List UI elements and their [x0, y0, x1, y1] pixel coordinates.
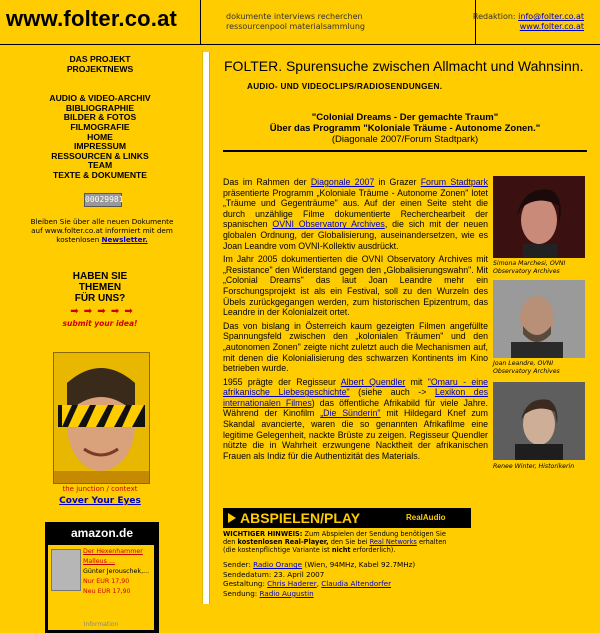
- broadcast-meta: [223, 560, 523, 598]
- text-span: mit Hildegard Knef zum Skandal avancierte, waren die so genannten Afrikafilme eine legitime Gelegenheit, nackte Brüste zu zeigen. Regisseur Quendler nützte die in Wahrheit erzwungene Nacktheit der afrikanischen Frauen als Indiz für die Authentizität des Materials.: [223, 408, 488, 461]
- nav-item-home[interactable]: HOME: [87, 131, 113, 142]
- hint-bold-2: kostenlosen Real-Player,: [237, 538, 329, 546]
- site-logo[interactable]: www.folter.co.at: [6, 6, 178, 31]
- amazon-info-link[interactable]: Information: [83, 621, 119, 628]
- text-span: , die sich mit der neuen globalen Ordnung, der Globalisierung, auseinandersetzen, wie es Joan Leandre vom OVNI-Kollektiv ausdrückt.: [223, 219, 488, 251]
- face-with-tape-icon: [54, 353, 149, 483]
- sidebar-nav: [0, 55, 200, 181]
- themen-line-3: FÜR UNS?: [74, 293, 126, 304]
- nav-item-audio-video-archiv[interactable]: AUDIO & VIDEO-ARCHIV: [49, 93, 151, 104]
- realplayer-hint: [223, 530, 449, 554]
- nav-item-projektnews[interactable]: PROJEKTNEWS: [66, 63, 134, 74]
- cover-your-eyes-link[interactable]: [20, 496, 180, 506]
- radio-orange-link[interactable]: Radio Orange: [253, 560, 303, 569]
- nav-item-team[interactable]: TEAM: [87, 160, 113, 171]
- real-networks-link[interactable]: Real Networks: [369, 538, 417, 546]
- book-subtitle-link[interactable]: Malleus ...: [83, 558, 115, 565]
- book-cover-image[interactable]: [51, 549, 81, 591]
- page-headline: FOLTER. Spurensuche zwischen Allmacht und Wahnsinn.: [224, 58, 584, 74]
- article-title: "Colonial Dreams - Der gemachte Traum": [311, 112, 499, 123]
- text-span: erforderlich).: [350, 546, 396, 554]
- text-span: den Sie bei: [328, 538, 370, 546]
- die-suenderin-link[interactable]: „Die Sünderin": [320, 408, 381, 419]
- hint-bold-3: nicht: [331, 546, 351, 554]
- photo-renee-winter[interactable]: [493, 382, 585, 460]
- tagline-line-1: dokumente interviews recherchen: [226, 12, 363, 21]
- sendung-label: Sendung:: [223, 588, 260, 598]
- nav-spacer: [0, 74, 200, 94]
- amazon-product: [48, 545, 154, 630]
- nav-item-das-projekt[interactable]: DAS PROJEKT: [69, 54, 131, 64]
- book-price: Nur EUR 17,90: [83, 578, 130, 585]
- sender-details: (Wien, 94MHz, Kabel 92.7MHz): [302, 560, 416, 569]
- radio-augustin-link[interactable]: Radio Augustin: [259, 588, 314, 598]
- article-paragraph-4: [223, 377, 488, 462]
- text-span: erhalten (die kostenpflichtige Variante ist: [223, 538, 447, 554]
- nav-item-bibliographie[interactable]: BIBLIOGRAPHIE: [65, 102, 135, 113]
- book-author: Günter Jerouschek,...: [83, 568, 150, 575]
- site-tagline: [226, 12, 365, 32]
- lexikon-link[interactable]: Lexikon des internationalen Filmes: [223, 387, 488, 408]
- article-paragraph-3: Das von bislang in Österreich kaum gezeigten Filmen angefüllte Spannungsfeld zwischen den „kolonialen Träumen" und den „autonomen Zonen" zeigte nicht zuletzt auch die Mechanismen auf, mit denen die Kolonialisierung des schwarzen Kontinents im Kino betrieben wurde.: [223, 320, 488, 374]
- text-span: 1955 prägte der Regisseur: [223, 376, 341, 387]
- header: [0, 0, 600, 45]
- submit-idea-link[interactable]: submit your idea!: [62, 319, 138, 328]
- page-subheadline: AUDIO- UND VIDEOCLIPS/RADIOSENDUNGEN.: [247, 82, 443, 91]
- nav-item-texte-dokumente[interactable]: TEXTE & DOKUMENTE: [52, 169, 148, 180]
- amazon-widget: [45, 522, 159, 633]
- title-divider: [223, 150, 587, 152]
- photo-caption-1: [493, 260, 589, 275]
- text-span: ,: [316, 579, 322, 589]
- text-span: Zum Abspielen der Sendung benötigen Sie den: [223, 530, 446, 546]
- amazon-product-text: [83, 547, 155, 597]
- cover-your-eyes-anchor[interactable]: Cover Your Eyes: [59, 496, 141, 506]
- play-icon: [228, 513, 236, 523]
- tagline-line-2: ressourcenpool materialsammlung: [226, 22, 365, 31]
- portrait-image-icon: [493, 280, 585, 358]
- visitor-counter: 00029981: [84, 193, 122, 207]
- main-scrollbar[interactable]: [203, 52, 210, 604]
- junction-banner-image[interactable]: [53, 352, 150, 484]
- site-home-link[interactable]: www.folter.co.at: [519, 22, 584, 31]
- red-arrows-icon: ➡ ➡ ➡ ➡ ➡: [70, 306, 134, 317]
- amazon-logo[interactable]: amazon.de: [46, 523, 158, 543]
- header-divider: [200, 0, 201, 44]
- caption-line: Joan Leandre, OVNI: [493, 360, 554, 367]
- chris-haderer-link[interactable]: Chris Haderer: [267, 579, 317, 589]
- nav-item-impressum[interactable]: IMPRESSUM: [73, 141, 127, 152]
- hint-bold-1: WICHTIGER HINWEIS:: [223, 530, 303, 538]
- nav-item-bilder-fotos[interactable]: BILDER & FOTOS: [63, 112, 137, 123]
- book-title-link[interactable]: Der Hexenhammer: [83, 548, 143, 555]
- caption-line: Simona Marchesi, OVNI: [493, 260, 566, 267]
- nav-item-filmografie[interactable]: FILMOGRAFIE: [70, 121, 130, 132]
- newsletter-text-2: auf www.folter.co.at informiert mit dem: [31, 226, 173, 235]
- text-span: Das im Rahmen der: [223, 177, 311, 187]
- play-realaudio-button[interactable]: [223, 508, 471, 528]
- portrait-image-icon: [493, 176, 585, 258]
- text-span: (siehe auch ->: [349, 387, 435, 398]
- book-price-new: Neu EUR 17,90: [83, 588, 131, 595]
- photo-caption-2: [493, 360, 589, 375]
- albert-quendler-link[interactable]: Albert Quendler: [340, 376, 406, 387]
- newsletter-text-3: kostenlosen: [56, 235, 102, 244]
- text-span: in Grazer: [374, 177, 421, 187]
- themen-line-2: THEMEN: [78, 282, 122, 293]
- photo-caption-3: Renee Winter, Historikerin: [493, 463, 575, 470]
- article-paragraph-2: Im Jahr 2005 dokumentierten die OVNI Observatory Archives mit „Resistance" den Widerstand gegen den „Globalisierungswahn". Mit „Colonial Dreams" das laut Joan Leandre mehr ein Forschungsprojekt ist als ein Festival, soll zu den Wurzeln des Übels zurückgegangen werden, zum historischen Epizentrum, das Leandre in der Kolonialzeit ortet.: [223, 254, 488, 318]
- omaru-link[interactable]: "Omaru - eine afrikanische Liebesgeschichte": [223, 376, 488, 398]
- play-label: ABSPIELEN/PLAY: [240, 510, 361, 526]
- newsletter-link[interactable]: Newsletter.: [101, 235, 148, 244]
- newsletter-notice: [14, 217, 190, 244]
- themen-line-1: HABEN SIE: [72, 271, 128, 282]
- article-source: (Diagonale 2007/Forum Stadtpark): [331, 134, 479, 145]
- sidebar: [0, 45, 200, 628]
- caption-line: Observatory Archives: [493, 267, 560, 275]
- claudia-altendorfer-link[interactable]: Claudia Altendorfer: [321, 579, 392, 589]
- forum-stadtpark-link[interactable]: Forum Stadtpark: [420, 177, 488, 187]
- play-format: RealAudio: [406, 513, 446, 522]
- redaktion-contact: [473, 12, 584, 32]
- text-span: ) das öffentliche Afrikabild für viele Jahre. Während der Kinofilm: [223, 397, 488, 419]
- article-paragraph-1: [223, 177, 488, 251]
- main-content: [202, 50, 600, 604]
- diagonale-link[interactable]: Diagonale 2007: [310, 177, 375, 187]
- article-subtitle: Über das Programm "Koloniale Träume - Autonome Zonen.": [269, 123, 541, 134]
- article-title-block: [223, 112, 587, 145]
- ovni-archives-link[interactable]: OVNI Observatory Archives: [272, 219, 385, 230]
- junction-caption: the junction / context: [62, 485, 138, 493]
- themen-promo[interactable]: [40, 271, 160, 304]
- text-span: präsentierte Programm „Koloniale Träume - Autonome Zonen" lotet „Träume und Gegenträume" aus. Auf der einen Seite steht die durch unzählige Filme dokumentierte Recherchearbeit der spanischen: [223, 187, 488, 230]
- text-span: mit: [405, 376, 428, 387]
- portrait-image-icon: [493, 382, 585, 460]
- photo-joan-leandre[interactable]: [493, 280, 585, 358]
- newsletter-text-1: Bleiben Sie über alle neuen Dokumente: [30, 217, 174, 226]
- redaktion-label: Redaktion:: [472, 12, 519, 21]
- redaktion-email-link[interactable]: info@folter.co.at: [518, 12, 584, 21]
- article-body: [223, 177, 488, 464]
- broadcast-date: Sendedatum: 23. April 2007: [223, 569, 325, 579]
- caption-line: Observatory Archives: [493, 367, 560, 375]
- gestaltung-label: Gestaltung:: [223, 579, 268, 589]
- photo-simona-marchesi[interactable]: [493, 176, 585, 258]
- sender-label: Sender:: [223, 560, 254, 569]
- nav-item-ressourcen-links[interactable]: RESSOURCEN & LINKS: [51, 150, 149, 161]
